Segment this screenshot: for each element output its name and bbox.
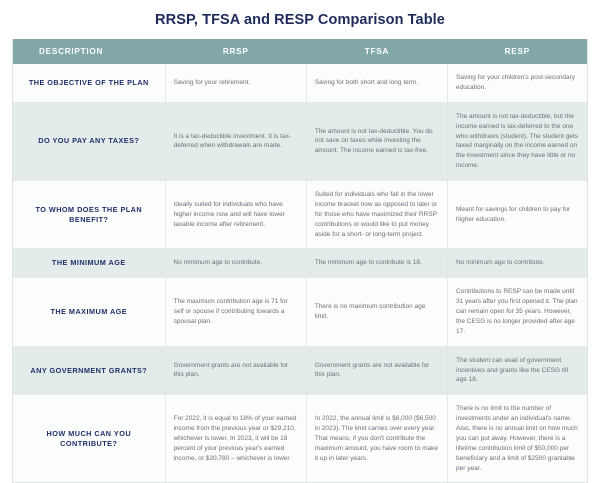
cell-resp: Saving for your children's post-secondary education. <box>448 64 587 102</box>
cell-tfsa: In 2022, the annual limit is $6,000 ($6,500 in 2023). The limit carries over every year. That means, if you don't contribute the maximum amount, you have room to make it up in later years. <box>306 395 447 483</box>
column-header-description: DESCRIPTION <box>13 39 165 64</box>
table-row <box>13 249 587 278</box>
table-body <box>13 64 587 482</box>
cell-rrsp: No minimum age to contribute. <box>165 249 306 278</box>
table-row <box>13 64 587 102</box>
cell-rrsp: It is a tax-deductible investment. It is tax-deferred when withdrawals are made. <box>165 102 306 180</box>
comparison-table-container <box>12 39 588 483</box>
cell-tfsa: Saving for both short and long term. <box>306 64 447 102</box>
cell-resp: Contributions to RESP can be made until 31 years after you first opened it. The plan can remain open for 35 years. However, the CESG is no longer provided after age 17. <box>448 278 587 346</box>
cell-rrsp: Government grants are not available for this plan. <box>165 346 306 395</box>
row-label: THE MINIMUM AGE <box>13 249 165 278</box>
cell-resp: No minimum age to contribute. <box>448 249 587 278</box>
column-header-tfsa: TFSA <box>306 39 447 64</box>
column-header-resp: RESP <box>448 39 587 64</box>
table-row <box>13 181 587 249</box>
cell-tfsa: The minimum age to contribute is 18. <box>306 249 447 278</box>
cell-rrsp: The maximum contribution age is 71 for self or spouse if contributing towards a spousal plan. <box>165 278 306 346</box>
cell-tfsa: There is no maximum contribution age limit. <box>306 278 447 346</box>
table-row <box>13 395 587 483</box>
row-label: ANY GOVERNMENT GRANTS? <box>13 346 165 395</box>
row-label: TO WHOM DOES THE PLAN BENEFIT? <box>13 181 165 249</box>
table-row <box>13 102 587 180</box>
row-label: DO YOU PAY ANY TAXES? <box>13 102 165 180</box>
cell-resp: The student can avail of government incentives and grants like the CESG till age 18. <box>448 346 587 395</box>
cell-rrsp: Ideally suited for individuals who have higher income now and will have lower taxable income after retirement. <box>165 181 306 249</box>
table-header <box>13 39 587 64</box>
row-label: HOW MUCH CAN YOU CONTRIBUTE? <box>13 395 165 483</box>
table-row <box>13 346 587 395</box>
column-header-rrsp: RRSP <box>165 39 306 64</box>
row-label: THE OBJECTIVE OF THE PLAN <box>13 64 165 102</box>
cell-tfsa: Government grants are not available for this plan. <box>306 346 447 395</box>
cell-resp: Meant for savings for children to pay for higher education. <box>448 181 587 249</box>
cell-resp: The amount is not tax-deductible, but the income earned is tax-deferred to the one who withdraws (student). The student gets taxed marginally on the income earned on the investment since they have little or no income. <box>448 102 587 180</box>
cell-tfsa: Suited for individuals who fall in the lower income bracket now as opposed to later or for those who have maximized their RRSP contributions or would like to put money aside for a short- or long-term project. <box>306 181 447 249</box>
cell-tfsa: The amount is not tax-deductible. You do not save on taxes while investing the amount. The income earned is tax-free. <box>306 102 447 180</box>
table-row <box>13 278 587 346</box>
cell-rrsp: For 2022, it is equal to 18% of your earned income from the previous year or $29,210, whichever is lower. In 2023, it will be 18 percent of your previous year's earned income, or $30,780 – whichever is lower. <box>165 395 306 483</box>
page-title: RRSP, TFSA and RESP Comparison Table <box>155 12 445 28</box>
table-header-row <box>13 39 587 64</box>
cell-resp: There is no limit to the number of investments under an individual's name. Also, there is no annual limit on how much you can put away. However, there is a lifetime contribution limit of $50,000 per beneficiary and a limit of $2500 grantable per year. <box>448 395 587 483</box>
cell-rrsp: Saving for your retirement. <box>165 64 306 102</box>
comparison-table <box>13 39 587 482</box>
row-label: THE MAXIMUM AGE <box>13 278 165 346</box>
